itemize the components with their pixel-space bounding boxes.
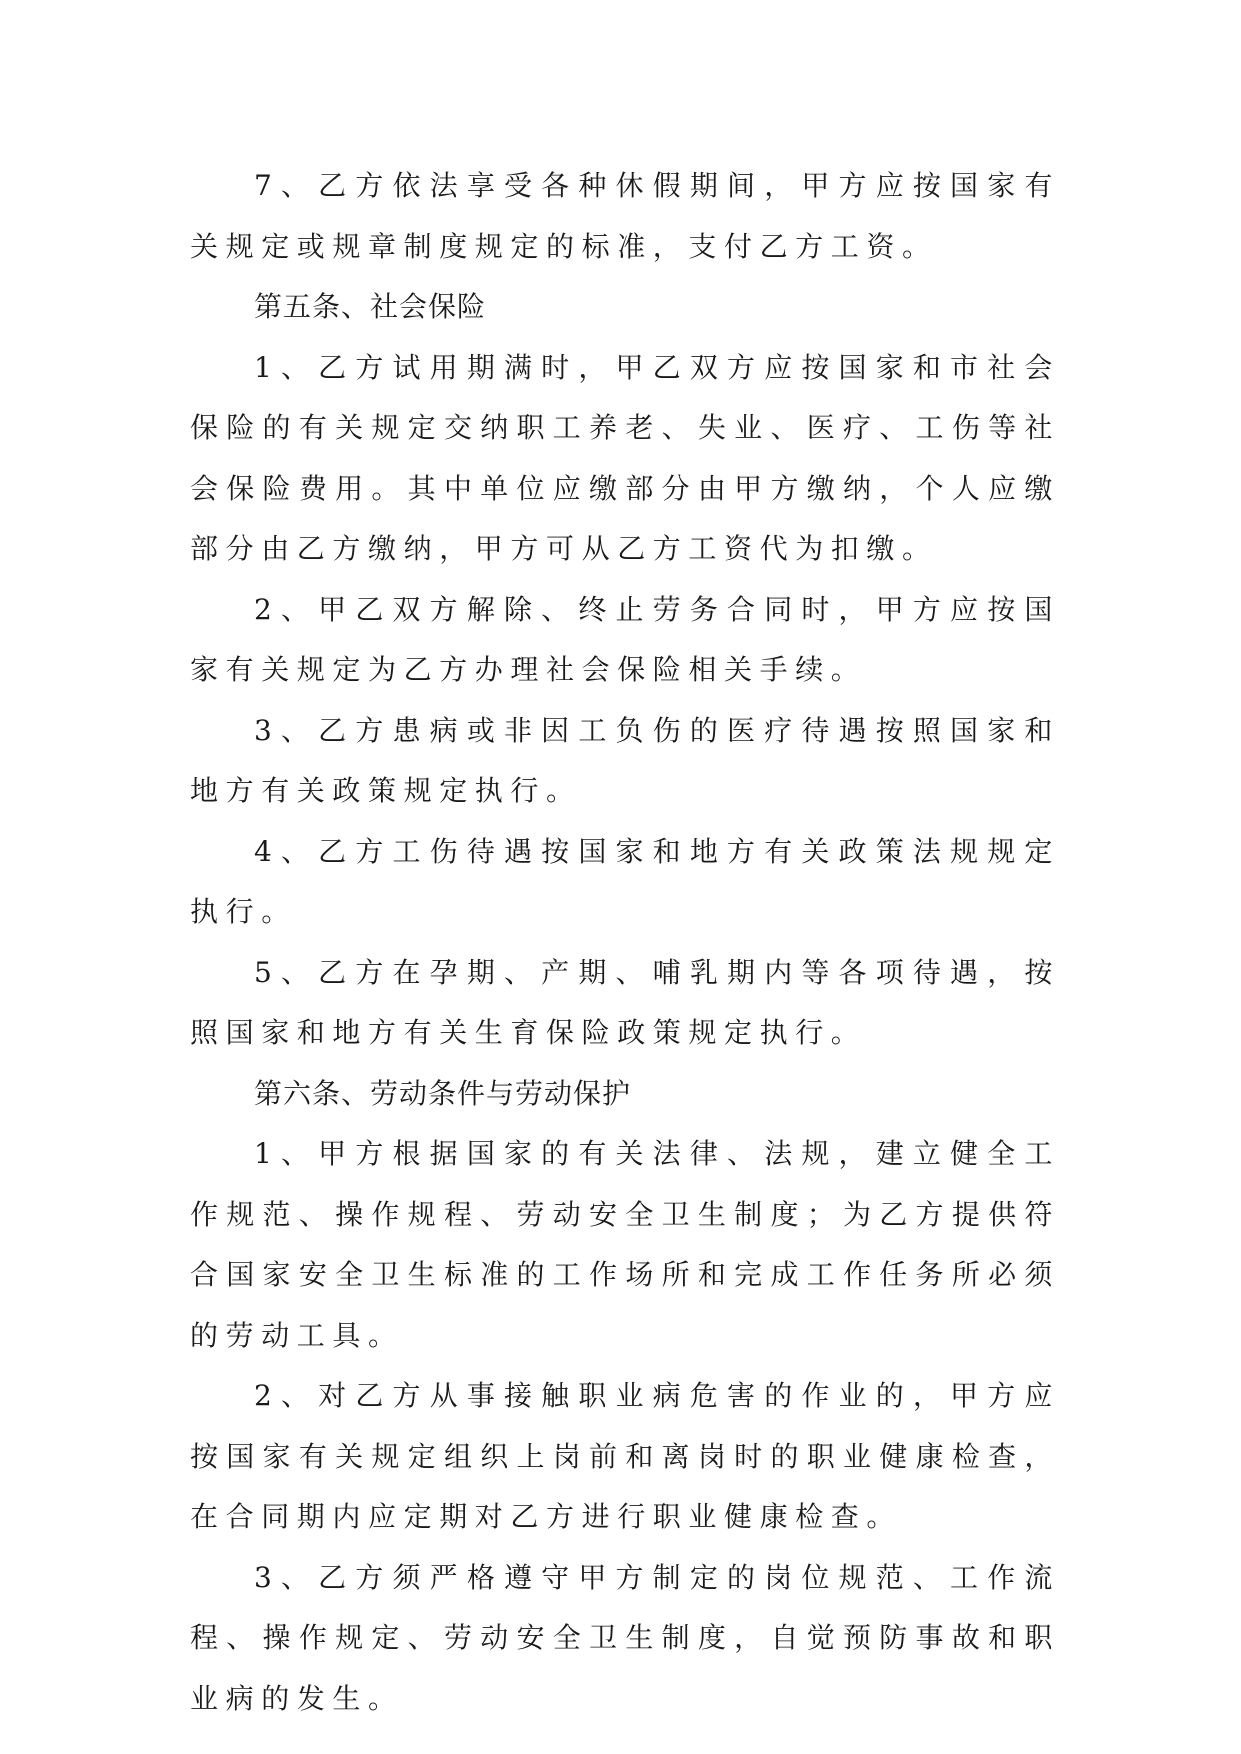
paragraph-insurance-payment: 1、乙方试用期满时，甲乙双方应按国家和市社会保险的有关规定交纳职工养老、失业、医疗、工伤等社会保险费用。其中单位应缴部分由甲方缴纳，个人应缴部分由乙方缴纳，甲方可从乙方工资代为扣缴。 bbox=[190, 350, 1060, 565]
document-body bbox=[190, 156, 1060, 1729]
section-heading-social-insurance: 第五条、社会保险 bbox=[254, 290, 487, 323]
paragraph-illness-treatment: 3、乙方患病或非因工负伤的医疗待遇按照国家和地方有关政策规定执行。 bbox=[190, 713, 1060, 807]
paragraph-contract-termination: 2、甲乙双方解除、终止劳务合同时，甲方应按国家有关规定为乙方办理社会保险相关手续。 bbox=[190, 592, 1060, 686]
paragraph-work-injury: 4、乙方工伤待遇按国家和地方有关政策法规规定执行。 bbox=[190, 834, 1060, 928]
paragraph-safety-standards: 1、甲方根据国家的有关法律、法规，建立健全工作规范、操作规程、劳动安全卫生制度；为乙方提供符合国家安全卫生标准的工作场所和完成工作任务所必须的劳动工具。 bbox=[190, 1137, 1060, 1352]
paragraph-maternity: 5、乙方在孕期、产期、哺乳期内等各项待遇，按照国家和地方有关生育保险政策规定执行。 bbox=[190, 955, 1060, 1049]
paragraph-health-checks: 2、对乙方从事接触职业病危害的作业的，甲方应按国家有关规定组织上岗前和离岗时的职业健康检查，在合同期内应定期对乙方进行职业健康检查。 bbox=[190, 1379, 1060, 1533]
section-heading-labor-protection: 第六条、劳动条件与劳动保护 bbox=[254, 1076, 632, 1110]
paragraph-vacation-pay: 7、乙方依法享受各种休假期间，甲方应按国家有关规定或规章制度规定的标准，支付乙方工资。 bbox=[190, 169, 1060, 263]
paragraph-compliance: 3、乙方须严格遵守甲方制定的岗位规范、工作流程、操作规定、劳动安全卫生制度，自觉预防事故和职业病的发生。 bbox=[190, 1560, 1060, 1715]
